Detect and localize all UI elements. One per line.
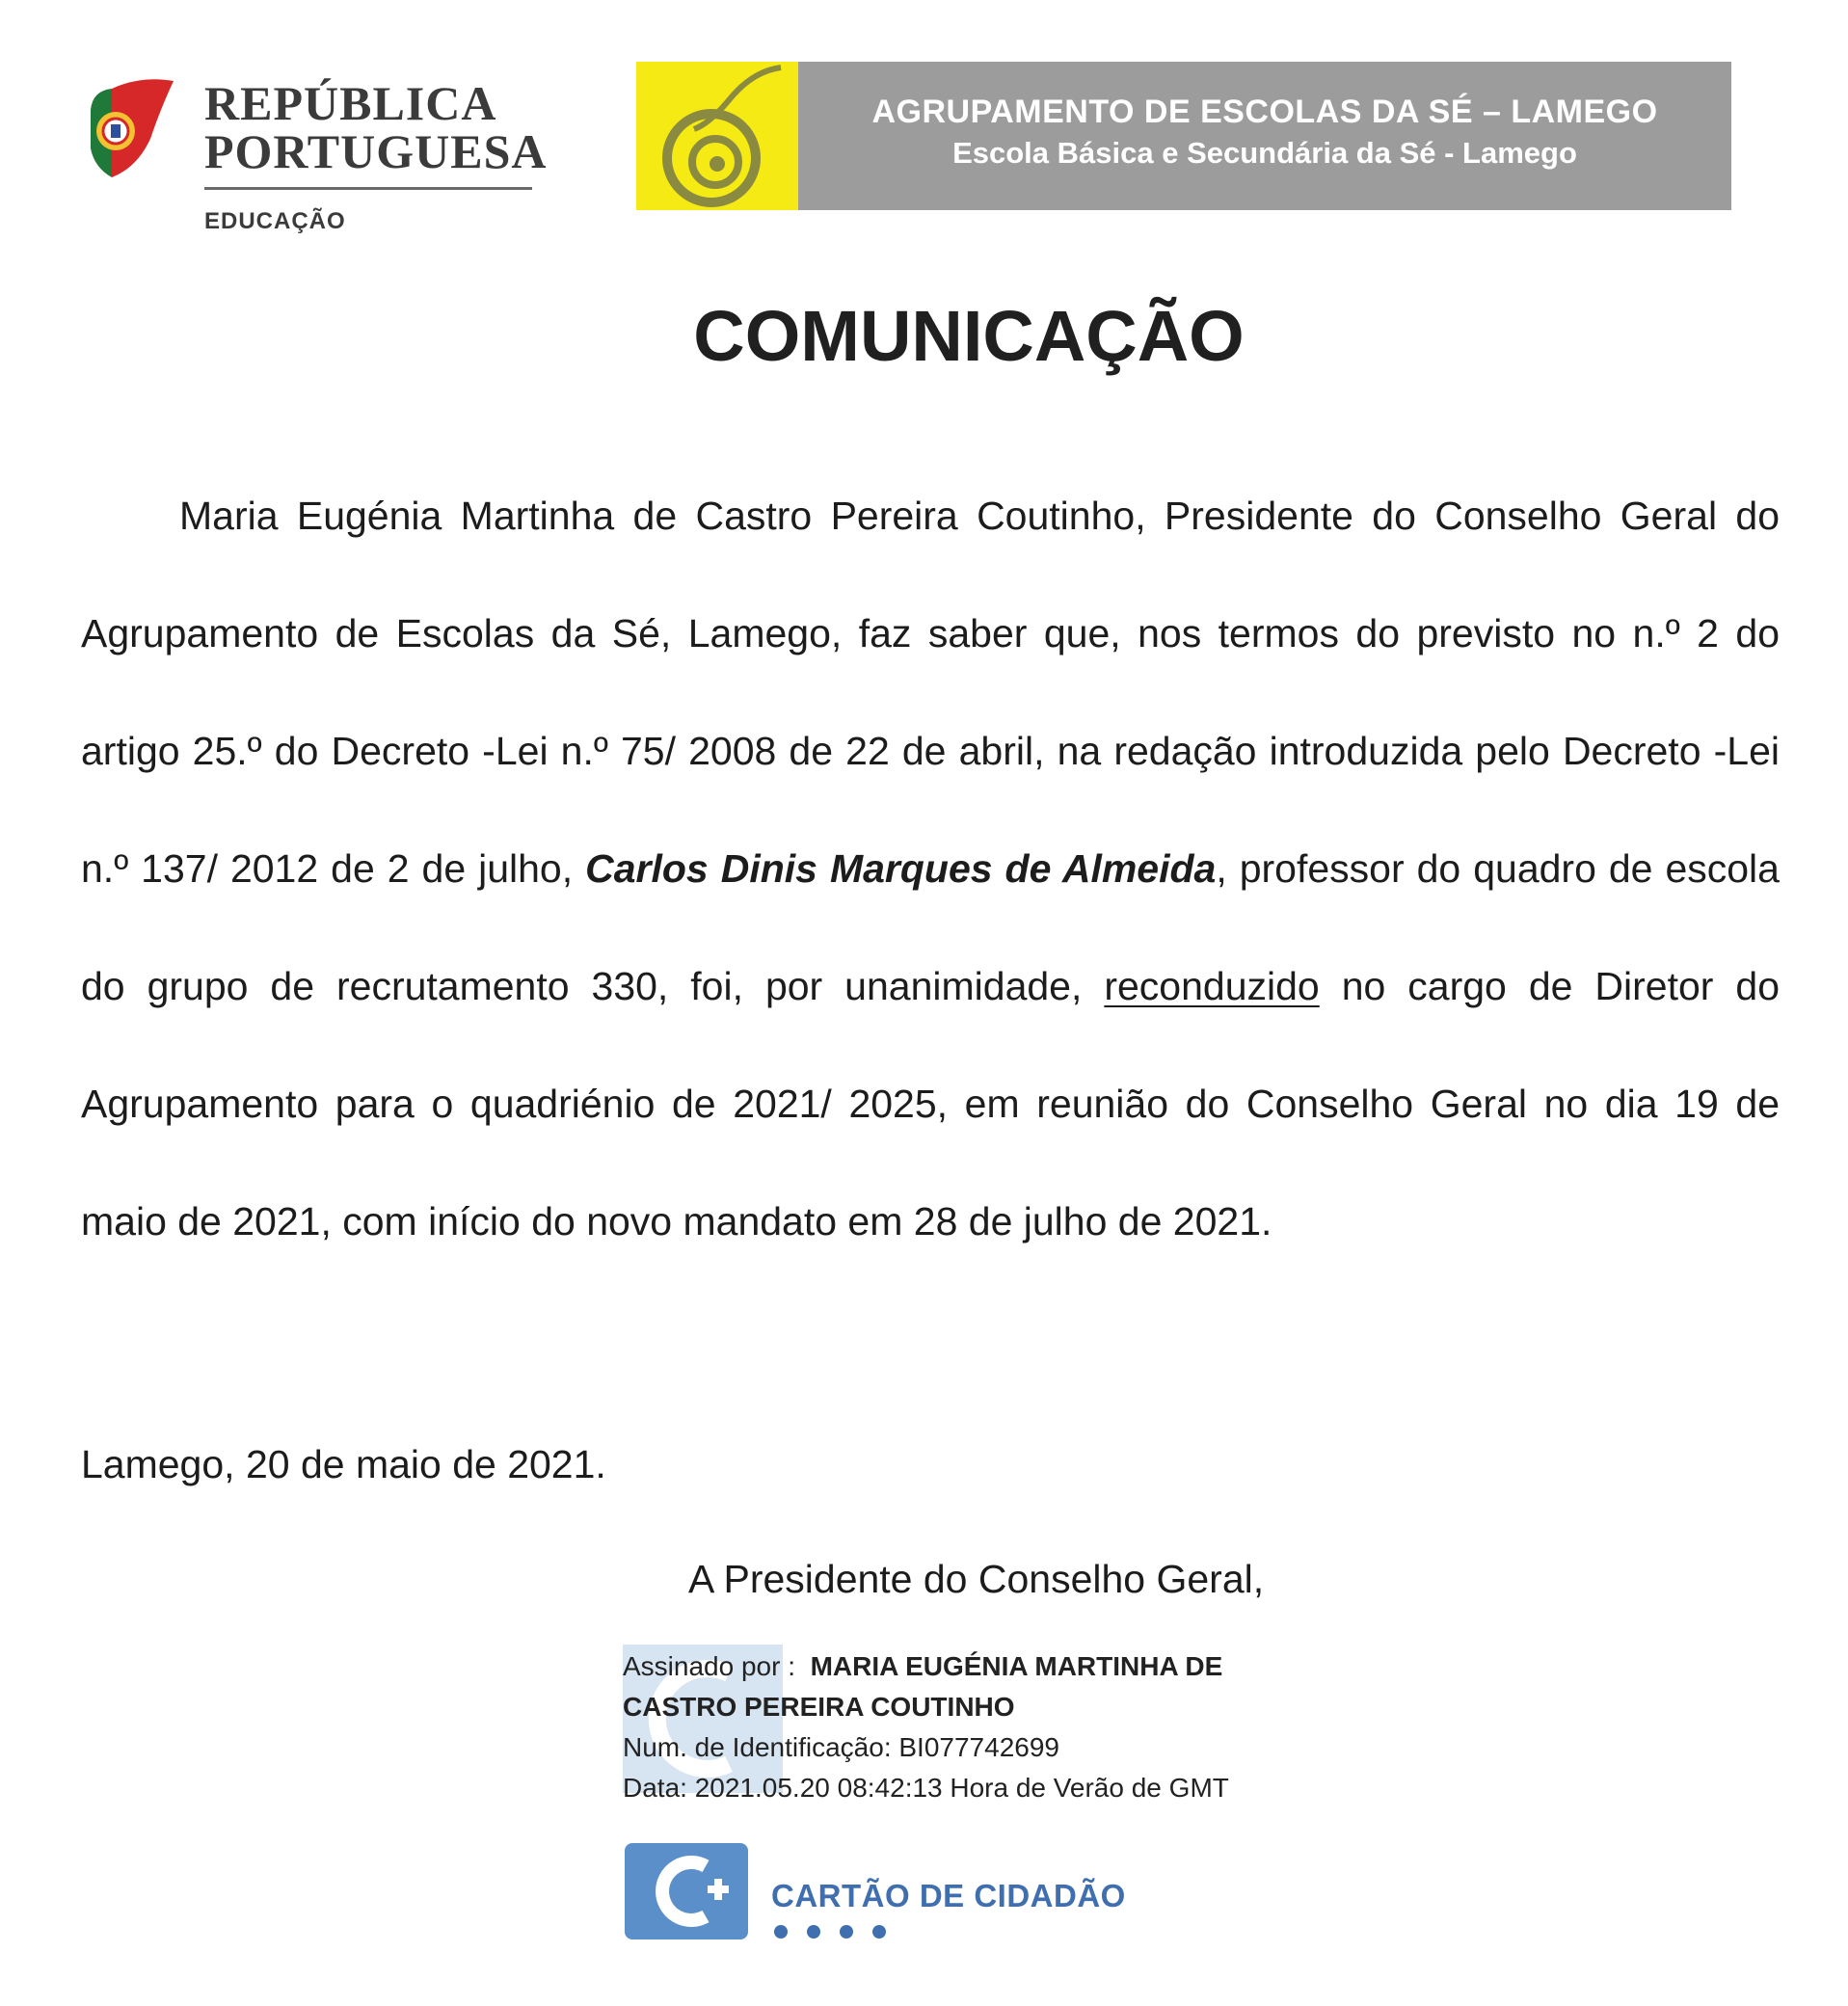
- cartao-dots-icon: [771, 1922, 906, 1941]
- president-line: A Presidente do Conselho Geral,: [688, 1557, 1265, 1601]
- signer-name-line2: CASTRO PEREIRA COUTINHO: [623, 1692, 1015, 1722]
- body-text-part3: no cargo de Diretor do Agrupamento para o quadriénio de 2021/ 2025, em reunião do Conselho Geral no dia 19 de maio de 2021, com início do novo mandato em 28 de julho de 2021.: [81, 964, 1780, 1244]
- body-text-part1: Maria Eugénia Martinha de Castro Pereira Coutinho, Presidente do Conselho Geral do Agrupamento de Escolas da Sé, Lamego, faz saber que, nos termos do previsto no n.º 2 do artigo 25.º do Decreto -Lei n.º 75/ 2008 de 22 de abril, na redação introduzida pelo Decreto -Lei n.º 137/ 2012 de 2 de julho,: [81, 494, 1780, 891]
- agrupamento-subtitle: Escola Básica e Secundária da Sé - Lamego: [952, 136, 1577, 170]
- body-text-part2: , professor do quadro de escola do grupo de recrutamento 330, foi, por unanimidade,: [81, 846, 1780, 1008]
- cartao-cidadao-icon: [625, 1843, 748, 1939]
- signer-name-line1: MARIA EUGÉNIA MARTINHA DE: [810, 1651, 1223, 1681]
- educacao-label: EDUCAÇÃO: [204, 208, 346, 234]
- document-body: [81, 457, 1780, 1280]
- digital-signature-block: [623, 1646, 1229, 1808]
- reconduzido-text: reconduzido: [1104, 964, 1320, 1008]
- signature-line1: [623, 1646, 1229, 1687]
- signed-by-label: Assinado por :: [623, 1651, 795, 1681]
- date-line: Lamego, 20 de maio de 2021.: [81, 1442, 606, 1486]
- cartao-cidadao-label: CARTÃO DE CIDADÃO: [771, 1878, 1126, 1913]
- republica-line2: PORTUGUESA: [204, 124, 548, 178]
- republica-portuguesa-emblem-icon: [83, 71, 177, 195]
- signature-id: Num. de Identificação: BI077742699: [623, 1732, 1059, 1762]
- agrupamento-swirl-icon: [636, 62, 798, 210]
- document-title: COMUNICAÇÃO: [693, 296, 1245, 376]
- republica-divider: [204, 187, 532, 190]
- signature-date: Data: 2021.05.20 08:42:13 Hora de Verão de GMT: [623, 1773, 1229, 1803]
- signature-line2: [623, 1687, 1229, 1727]
- director-name: Carlos Dinis Marques de Almeida: [585, 846, 1217, 891]
- republica-line1: REPÚBLICA: [204, 76, 497, 130]
- agrupamento-title: AGRUPAMENTO DE ESCOLAS DA SÉ – LAMEGO: [871, 94, 1658, 130]
- agrupamento-logo: [636, 62, 798, 210]
